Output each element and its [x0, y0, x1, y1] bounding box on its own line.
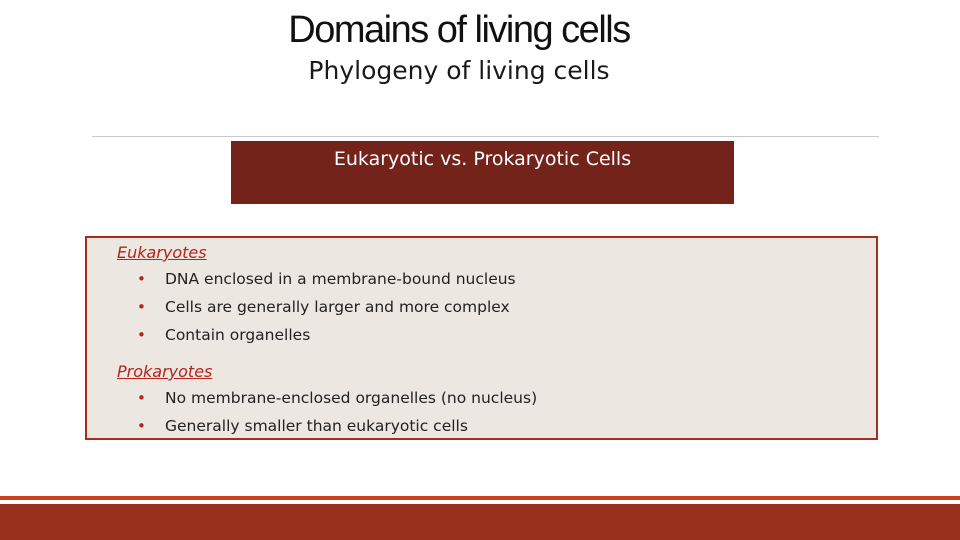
list-item: [117, 384, 537, 412]
bullet-icon: •: [137, 326, 146, 344]
comparison-header-label: Eukaryotic vs. Prokaryotic Cells: [333, 148, 632, 170]
list-item: [117, 321, 516, 349]
prokaryotes-section: [117, 362, 537, 440]
slide-subtitle: Phylogeny of living cells: [308, 56, 610, 85]
title-divider: [92, 136, 879, 137]
list-item-text: Generally smaller than eukaryotic cells: [165, 417, 468, 435]
bullet-icon: •: [137, 270, 146, 288]
slide-title: Domains of living cells: [288, 9, 630, 51]
eukaryotes-section: [117, 243, 516, 349]
list-item-text: Contain organelles: [165, 326, 311, 344]
list-item: [117, 293, 516, 321]
prokaryotes-bullet-list: [117, 384, 537, 440]
prokaryotes-heading: Prokaryotes: [117, 362, 213, 381]
eukaryotes-bullet-list: [117, 265, 516, 349]
list-item-text: DNA enclosed in a membrane-bound nucleus: [165, 270, 516, 288]
comparison-header-box: [231, 141, 734, 204]
eukaryotes-heading: Eukaryotes: [117, 243, 207, 262]
bullet-icon: •: [137, 389, 146, 407]
list-item: [117, 265, 516, 293]
footer-accent-line: [0, 496, 960, 500]
list-item-text: Cells are generally larger and more complex: [165, 298, 510, 316]
bullet-icon: •: [137, 298, 146, 316]
footer-bar: [0, 504, 960, 540]
list-item-text: No membrane-enclosed organelles (no nucleus): [165, 389, 538, 407]
comparison-content-box: [85, 236, 878, 440]
bullet-icon: •: [137, 417, 146, 435]
list-item: [117, 412, 537, 440]
